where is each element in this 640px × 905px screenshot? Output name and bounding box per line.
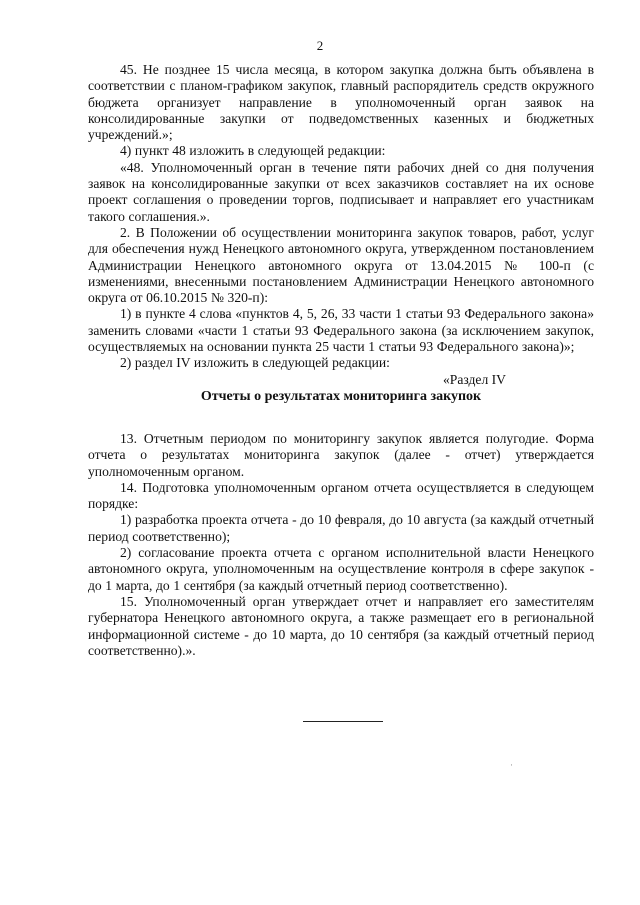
page-number: 2	[316, 38, 324, 53]
paragraph-14-item-2: 2) согласование проекта отчета с органом исполнительной власти Ненецкого автономного округа, уполномоченным на осуществление контроля в сфере закупок - до 1 марта, до 1 сентября (за каждый отчетный период соответственно).	[88, 545, 594, 593]
section-heading: Отчеты о результатах мониторинга закупок	[200, 388, 482, 404]
paragraph-45: 45. Не позднее 15 числа месяца, в котором закупка должна быть объявлена в соответствии с планом-графиком закупок, главный распорядитель средств окружного бюджета организует направление в уполномоченный орган заявок на консолидированные закупки от подведомственных казенных и бюджетных учреждений.»;	[88, 62, 594, 143]
section-reference: «Раздел IV	[443, 371, 506, 387]
paragraph-2-monitoring-regulation: 2. В Положении об осуществлении мониторинга закупок товаров, работ, услуг для обеспечения нужд Ненецкого автономного округа, утвержденном постановлением Администрации Ненецкого автономного округа от 13.04.2015 № 100-п (с изменениями, внесенными постановлением Администрации Ненецкого автономного округа от 06.10.2015 № 320-п):	[88, 224, 594, 306]
paragraph-48: «48. Уполномоченный орган в течение пяти рабочих дней со дня получения заявок на консолидированные закупки от всех заказчиков составляет на их основе проект соглашения о проведении торгов, подписывает и направляет его участникам такого соглашения.».	[88, 159, 594, 224]
document-body	[88, 62, 594, 659]
paragraph-item-1: 1) в пункте 4 слова «пунктов 4, 5, 26, 33 части 1 статьи 93 Федерального закона» заменить словами «части 1 статьи 93 Федерального закона (за исключением закупок, осуществляемых на основании пункта 25 части 1 статьи 93 Федерального закона)»;	[88, 306, 594, 355]
paragraph-14: 14. Подготовка уполномоченным органом отчета осуществляется в следующем порядке:	[88, 479, 594, 512]
closing-divider-line	[303, 721, 383, 722]
paragraph-item-4: 4) пункт 48 изложить в следующей редакции:	[120, 143, 386, 159]
paragraph-15: 15. Уполномоченный орган утверждает отчет и направляет его заместителям губернатора Ненецкого автономного округа, а также размещает его в региональной информационной системе - до 10 марта, до 10 сентября (за каждый отчетный период соответственно).».	[88, 593, 594, 658]
paragraph-13: 13. Отчетным периодом по мониторингу закупок является полугодие. Форма отчета о результатах мониторинга закупок (далее - отчет) утверждается уполномоченным органом.	[88, 430, 594, 479]
paragraph-item-2: 2) раздел IV изложить в следующей редакции:	[120, 355, 390, 371]
paragraph-14-item-1: 1) разработка проекта отчета - до 10 февраля, до 10 августа (за каждый отчетный период соответственно);	[88, 512, 594, 544]
scan-speck-mark: ·	[510, 760, 513, 770]
